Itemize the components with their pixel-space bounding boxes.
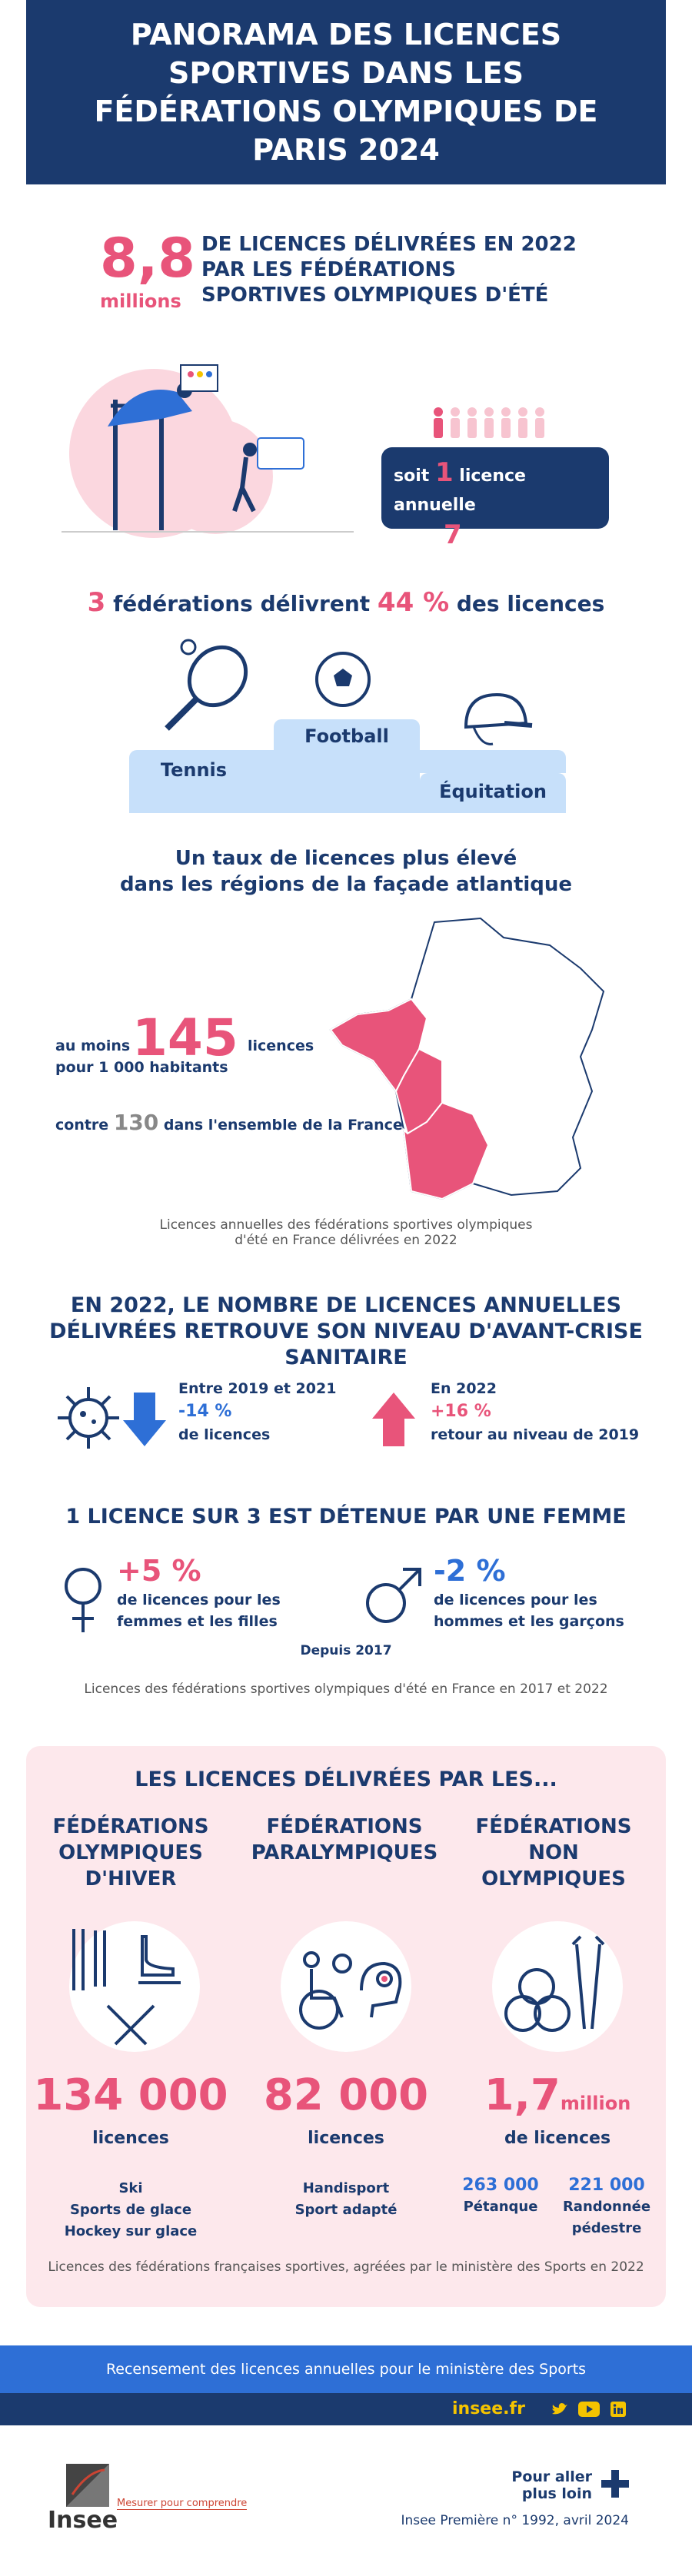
crisis-title: EN 2022, LE NOMBRE DE LICENCES ANNUELLES DÉLIVRÉES RETROUVE SON NIVEAU D'AVANT-CRISE SANITAIRE — [49, 1293, 643, 1369]
arrow-up-icon — [372, 1393, 415, 1446]
regions-caption: Licences annuelles des fédérations sportives olympiques d'été en France délivrées en 2022 — [159, 1217, 533, 1248]
page-title: PANORAMA DES LICENCES SPORTIVES DANS LES FÉDÉRATIONS OLYMPIQUES DE PARIS 2024 — [26, 0, 666, 184]
youtube-icon[interactable] — [578, 2402, 600, 2417]
insee-slogan: Mesurer pour comprendre — [117, 2498, 248, 2509]
non-number: 1,7million — [484, 2070, 631, 2120]
non-olympic-title: FÉDÉRATIONS NON OLYMPIQUES — [475, 1815, 632, 1891]
more-link[interactable]: Pour aller plus loin — [511, 2468, 592, 2502]
rando-stat: 221 000 Randonnée pédestre — [562, 2176, 651, 2236]
para-sports: Handisport Sport adapté — [294, 2180, 398, 2218]
insee-logo: Insee — [48, 2507, 118, 2534]
ratio-box: soit 1 licence annuelle pour 7 habitants — [381, 447, 609, 529]
others-title: LES LICENCES DÉLIVRÉES PAR LES... — [135, 1768, 557, 1791]
crisis-left: Entre 2019 et 2021 -14 % de licences — [178, 1380, 337, 1443]
arrow-down-icon — [123, 1393, 166, 1446]
high-jump-illustration — [62, 354, 354, 538]
winter-sports: Ski Sports de glace Hockey sur glace — [64, 2180, 198, 2239]
non-unit: de licences — [504, 2129, 611, 2148]
women-since: Depuis 2017 — [300, 1643, 392, 1658]
france-map — [327, 915, 634, 1207]
others-caption: Licences des fédérations françaises sportives, agréées par le ministère des Sports en 2022 — [48, 2259, 644, 2275]
podium-label-equitation: Équitation — [439, 781, 547, 802]
petanque-stat: 263 000 Pétanque — [462, 2176, 539, 2215]
insee-reference: Insee Première n° 1992, avril 2024 — [401, 2513, 629, 2528]
intro-number: 8,8 — [100, 227, 196, 290]
insee-site-link[interactable]: insee.fr — [452, 2399, 525, 2418]
women-right: -2 % de licences pour les hommes et les garçons — [434, 1554, 624, 1630]
intro-text: DE LICENCES DÉLIVRÉES EN 2022 PAR LES FÉDÉRATIONS SPORTIVES OLYMPIQUES D'ÉTÉ — [201, 233, 577, 307]
people-icon — [431, 406, 554, 444]
winter-title: FÉDÉRATIONS OLYMPIQUES D'HIVER — [52, 1815, 209, 1891]
footer-bar: Recensement des licences annuelles pour le ministère des Sports — [0, 2345, 692, 2393]
regions-number: 145 — [132, 1008, 238, 1067]
winter-sports-icon — [69, 1921, 200, 2052]
paralympic-sports-icon — [288, 1937, 404, 2037]
winter-unit: licences — [92, 2129, 169, 2148]
insee-logo-mark — [66, 2464, 109, 2507]
federations-title: 3 fédérations délivrent 44 % des licences — [87, 587, 605, 618]
plus-icon[interactable] — [600, 2468, 630, 2499]
para-unit: licences — [308, 2129, 384, 2148]
football-icon — [314, 650, 372, 709]
regions-france: contre 130 dans l'ensemble de la France — [55, 1110, 403, 1135]
twitter-icon[interactable] — [551, 2402, 569, 2417]
winter-number: 134 000 — [33, 2070, 228, 2120]
intro-unit: millions — [100, 290, 181, 312]
para-title: FÉDÉRATIONS PARALYMPIQUES — [251, 1815, 438, 1864]
tennis-racket-icon — [158, 638, 258, 738]
regions-title: Un taux de licences plus élevé dans les régions de la façade atlantique — [119, 847, 573, 896]
crisis-right: En 2022 +16 % retour au niveau de 2019 — [431, 1380, 640, 1443]
women-caption: Licences des fédérations sportives olympiques d'été en France en 2017 et 2022 — [84, 1681, 608, 1697]
footer-links — [0, 2393, 692, 2425]
women-left: +5 % de licences pour les femmes et les filles — [117, 1554, 281, 1630]
podium-label-tennis: Tennis — [160, 759, 228, 781]
podium-label-football: Football — [304, 725, 389, 747]
linkedin-icon[interactable] — [610, 2402, 626, 2417]
female-symbol-icon — [60, 1565, 106, 1634]
riding-helmet-icon — [458, 689, 535, 750]
regions-prefix: au moins — [55, 1037, 131, 1054]
male-symbol-icon — [363, 1565, 424, 1626]
regions-per: pour 1 000 habitants — [55, 1059, 228, 1076]
regions-suffix: licences — [248, 1037, 314, 1054]
para-number: 82 000 — [263, 2070, 429, 2120]
women-title: 1 LICENCE SUR 3 EST DÉTENUE PAR UNE FEMME — [65, 1505, 627, 1529]
petanque-hiking-icon — [500, 1929, 615, 2044]
virus-icon — [54, 1383, 123, 1452]
